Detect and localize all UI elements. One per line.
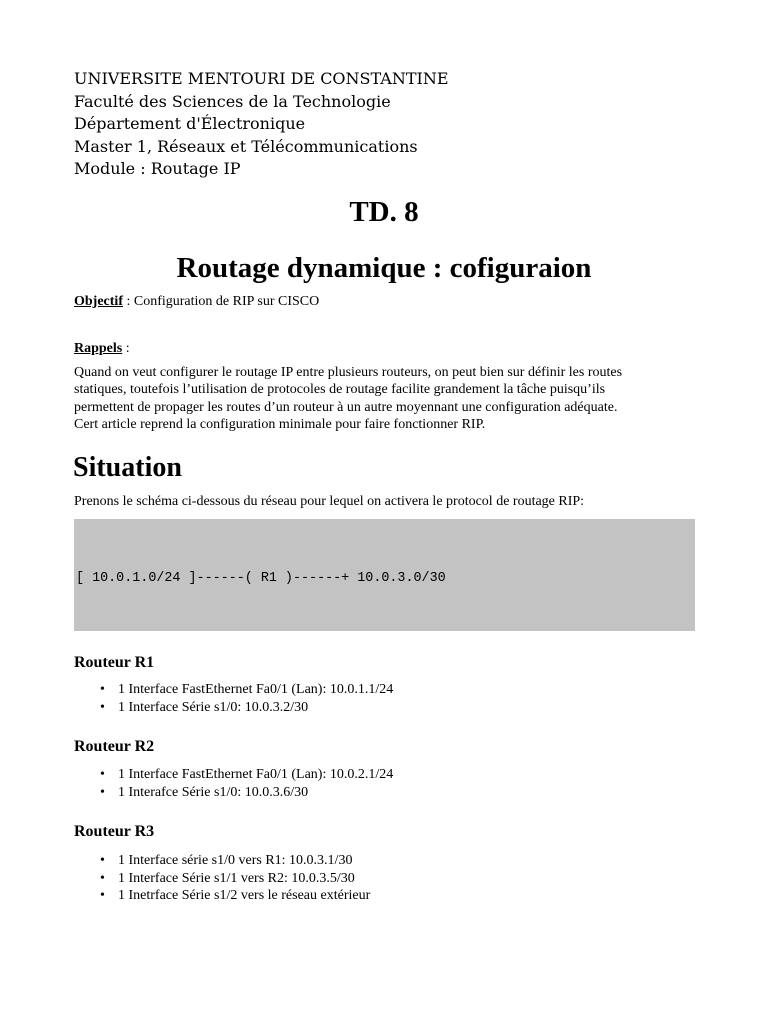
router-r1-heading: Routeur R1: [74, 654, 155, 671]
rappels-paragraph: [74, 364, 714, 433]
list-item: • 1 Interface Série s1/1 vers R2: 10.0.3.5/30: [100, 870, 355, 886]
university-name: UNIVERSITE MENTOURI DE CONSTANTINE: [74, 69, 449, 88]
diagram-line: [ 10.0.1.0/24 ]------( R1 )------+ 10.0.3.0/30: [76, 570, 446, 586]
network-diagram-code-block: [74, 519, 695, 631]
situation-heading: Situation: [73, 452, 182, 483]
department-name: Département d'Électronique: [74, 114, 306, 133]
list-item: • 1 Interface série s1/0 vers R1: 10.0.3.1/30: [100, 853, 353, 868]
list-item: • 1 Interface Série s1/0: 10.0.3.2/30: [100, 699, 309, 715]
situation-intro: Prenons le schéma ci-dessous du réseau pour lequel on activera le protocol de routage RIP:: [74, 494, 585, 509]
faculty-name: Faculté des Sciences de la Technologie: [74, 91, 391, 111]
rappels-label: Rappels: [74, 341, 123, 356]
document-header: [74, 68, 449, 181]
bullet-icon: •: [100, 784, 105, 800]
rappels-line: [74, 341, 130, 357]
bullet-icon: •: [100, 888, 105, 903]
program-name: Master 1, Réseaux et Télécommunications: [74, 136, 418, 156]
bullet-icon: •: [100, 767, 105, 782]
router-r2-heading: Routeur R2: [74, 738, 155, 755]
bullet-icon: •: [100, 870, 105, 886]
paragraph-line: permettent de propager les routes d’un routeur à un autre moyennant une configuration adéquate.: [74, 399, 618, 415]
paragraph-line: Cert article reprend la configuration minimale pour faire fonctionner RIP.: [74, 416, 486, 432]
objective-text: : Configuration de RIP sur CISCO: [122, 294, 320, 309]
bullet-icon: •: [100, 682, 105, 697]
router-r2-list: [100, 766, 393, 801]
list-item: • 1 Interafce Série s1/0: 10.0.3.6/30: [100, 784, 309, 800]
list-item: • 1 Interface FastEthernet Fa0/1 (Lan): 10.0.2.1/24: [100, 767, 394, 782]
list-item: • 1 Interface FastEthernet Fa0/1 (Lan): 10.0.1.1/24: [100, 682, 394, 697]
router-r3-heading: Routeur R3: [74, 823, 155, 840]
paragraph-line: statiques, toutefois l’utilisation de protocoles de routage facilite grandement la tâche puisqu’ils: [74, 382, 606, 398]
subject-title: Routage dynamique : cofiguraion: [176, 252, 592, 284]
paragraph-line: Quand on veut configurer le routage IP entre plusieurs routeurs, on peut bien sur définir les routes: [74, 365, 623, 380]
rappels-suffix: :: [122, 341, 130, 356]
objective-line: [74, 294, 319, 310]
list-item: • 1 Inetrface Série s1/2 vers le réseau extérieur: [100, 888, 371, 903]
objective-label: Objectif: [74, 294, 123, 309]
td-title: TD. 8: [349, 196, 419, 228]
module-name: Module : Routage IP: [74, 159, 241, 178]
router-r1-list: [100, 681, 393, 716]
router-r3-list: [100, 852, 370, 905]
bullet-icon: •: [100, 853, 105, 868]
bullet-icon: •: [100, 699, 105, 715]
